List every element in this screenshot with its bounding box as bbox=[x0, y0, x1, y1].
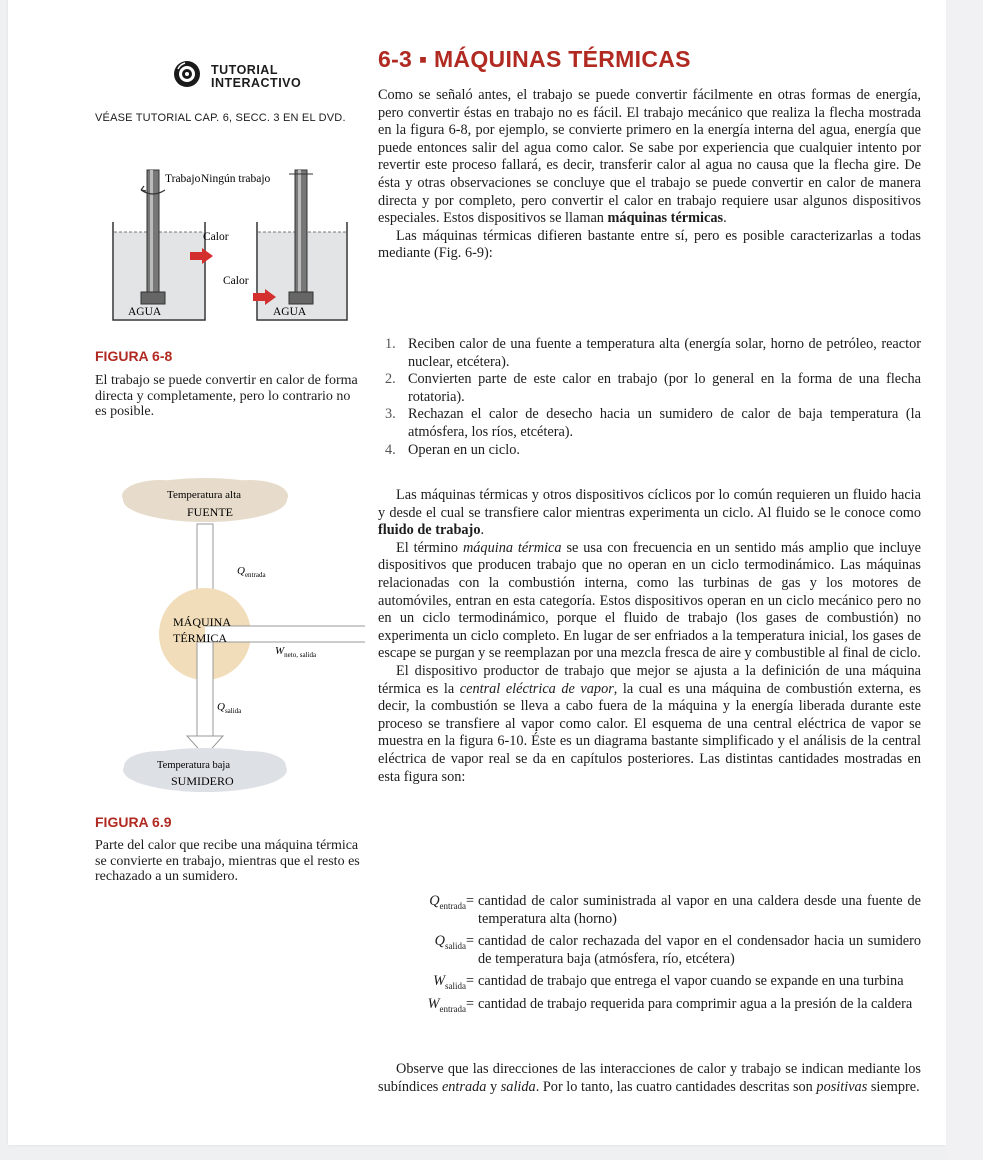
tutorial-line1: TUTORIAL bbox=[211, 63, 278, 77]
label-engine-2: TÉRMICA bbox=[173, 631, 227, 645]
list-item: 1. Reciben calor de una fuente a temperatura alta (energía solar, horno de petróleo, reactor nuclear, etcétera). bbox=[385, 336, 921, 370]
definition-w-out: $W_{salida}$ = cantidad de trabajo que entrega el vapor cuando se expande en una turbina bbox=[433, 973, 904, 992]
label-q-out: $Q_{salida}$ bbox=[217, 701, 242, 715]
definition-q-in: $Q_{entrada}$ = cantidad de calor suministrada al vapor en una caldera desde una fuente de temperatura alta (horno) bbox=[429, 893, 921, 927]
figure-6-8 bbox=[95, 160, 365, 325]
label-sink-1: Temperatura baja bbox=[157, 760, 231, 771]
main-text-3 bbox=[378, 1061, 921, 1096]
tutorial-reference[interactable]: VÉASE TUTORIAL CAP. 6, SECC. 3 EN EL DVD. bbox=[95, 112, 346, 124]
figure-6-8-caption: El trabajo se puede convertir en calor de forma directa y completamente, pero lo contrario no es posible. bbox=[95, 373, 358, 419]
list-item: 3. Rechazan el calor de desecho hacia un sumidero de calor de baja temperatura (la atmósfera, los ríos, etcétera). bbox=[385, 406, 921, 440]
q-out-arrow bbox=[197, 642, 213, 742]
tutorial-line2: INTERACTIVO bbox=[211, 76, 302, 90]
paragraph-3: Las máquinas térmicas y otros dispositivos cíclicos por lo común requieren un fluido hacia y desde el cual se transfiere calor mientras experimenta un ciclo. Al fluido se le conoce como fluido de trabajo. bbox=[378, 487, 921, 539]
paragraph-4: El término máquina térmica se usa con frecuencia en un sentido más amplio que incluye dispositivos que producen trabajo que no operan en un ciclo termodinámico. Las máquinas relacionadas con la combustión interna, como las turbinas de gas y los motores de automóviles, entran en esta categoría. Estos dispositivos operan en un ciclo mecánico pero no en un ciclo termodinámico, porque el fluido de trabajo (los gases de combustión) no experimenta un ciclo completo. En lugar de ser enfriados a la temperatura inicial, los gases de escape se purgan y se reemplazan por una mezcla fresca de aire y combustible al final de ciclo. bbox=[378, 539, 921, 662]
label-heat-2: Calor bbox=[223, 275, 249, 287]
page-margin bbox=[946, 0, 983, 1160]
dvd-disc-icon bbox=[173, 60, 201, 88]
paragraph-5: El dispositivo productor de trabajo que mejor se ajusta a la definición de una máquina térmica es la central eléctrica de vapor, la cual es una máquina de combustión externa, es decir, la combustión se lleva a cabo fuera de la máquina y la energía liberada durante este proceso se transfiere al vapor como calor. El esquema de una central eléctrica de vapor se muestra en la figura 6-10. Éste es un diagrama bastante simplificado y el análisis de la central eléctrica de vapor real se da en capítulos posteriores. Las distintas cantidades mostradas en esta figura son: bbox=[378, 662, 921, 785]
label-source-1: Temperatura alta bbox=[167, 489, 242, 501]
label-engine-1: MÁQUINA bbox=[173, 615, 231, 629]
label-water-1: AGUA bbox=[128, 306, 162, 318]
definition-q-out: $Q_{salida}$ = cantidad de calor rechazada del vapor en el condensador hacia un sumidero de temperatura baja (atmósfera, río, etcétera) bbox=[434, 933, 921, 967]
label-sink-2: SUMIDERO bbox=[171, 774, 234, 788]
label-work: Trabajo bbox=[165, 173, 201, 185]
q-in-arrow bbox=[197, 524, 213, 592]
label-water-2: AGUA bbox=[273, 306, 307, 318]
list-item: 2. Convierten parte de este calor en trabajo (por lo general en la forma de una flecha rotatoria). bbox=[385, 371, 921, 405]
main-text-2 bbox=[378, 487, 921, 786]
label-source-2: FUENTE bbox=[187, 505, 233, 519]
paragraph-2: Las máquinas térmicas difieren bastante entre sí, pero es posible caracterizarlas a todas mediante (Fig. 6-9): bbox=[378, 227, 921, 262]
section-title: 6-3 ▪ MÁQUINAS TÉRMICAS bbox=[378, 46, 691, 72]
definition-w-in: $W_{entrada}$ = cantidad de trabajo requerida para comprimir agua a la presión de la caldera bbox=[427, 995, 913, 1014]
tutorial-heading bbox=[211, 64, 301, 90]
list-item: 4. Operan en un ciclo. bbox=[385, 441, 520, 458]
quantity-definitions bbox=[378, 893, 921, 1019]
paragraph-6: Observe que las direcciones de las interacciones de calor y trabajo se indican mediante los subíndices entrada y salida. Por lo tanto, las cuatro cantidades descritas son positivas siempre. bbox=[378, 1061, 921, 1095]
paragraph-1: Como se señaló antes, el trabajo se puede convertir fácilmente en otras formas de energía, pero convertir éstas en trabajo no es fácil. El trabajo mecánico que realiza la flecha mostrada en la figura 6-8, por ejemplo, se convierte primero en la energía interna del agua, energía que puede entonces salir del agua como calor. Se sabe por experiencia que cualquier intento por revertir este proceso fallará, es decir, transferir calor al agua no causa que la flecha gire. De ésta y otras observaciones se concluye que el trabajo se puede convertir en calor de manera directa y por completo, pero convertir el calor en trabajo requiere usar algunos dispositivos especiales. Estos dispositivos se llaman máquinas térmicas. bbox=[378, 87, 921, 227]
label-heat-1: Calor bbox=[203, 231, 229, 243]
label-w-out: $W_{neto, salida}$ bbox=[275, 645, 317, 659]
label-no-work: Ningún trabajo bbox=[201, 173, 271, 185]
figure-6-9-caption: Parte del calor que recibe una máquina térmica se convierte en trabajo, mientras que el resto es rechazado a un sumidero. bbox=[95, 838, 360, 884]
figure-6-8-label: FIGURA 6-8 bbox=[95, 348, 173, 364]
figure-6-9-label: FIGURA 6.9 bbox=[95, 814, 172, 830]
characteristics-list bbox=[378, 336, 921, 459]
label-q-in: $Q_{entrada}$ bbox=[237, 565, 266, 579]
figure-6-9 bbox=[115, 474, 365, 804]
main-text bbox=[378, 87, 921, 263]
